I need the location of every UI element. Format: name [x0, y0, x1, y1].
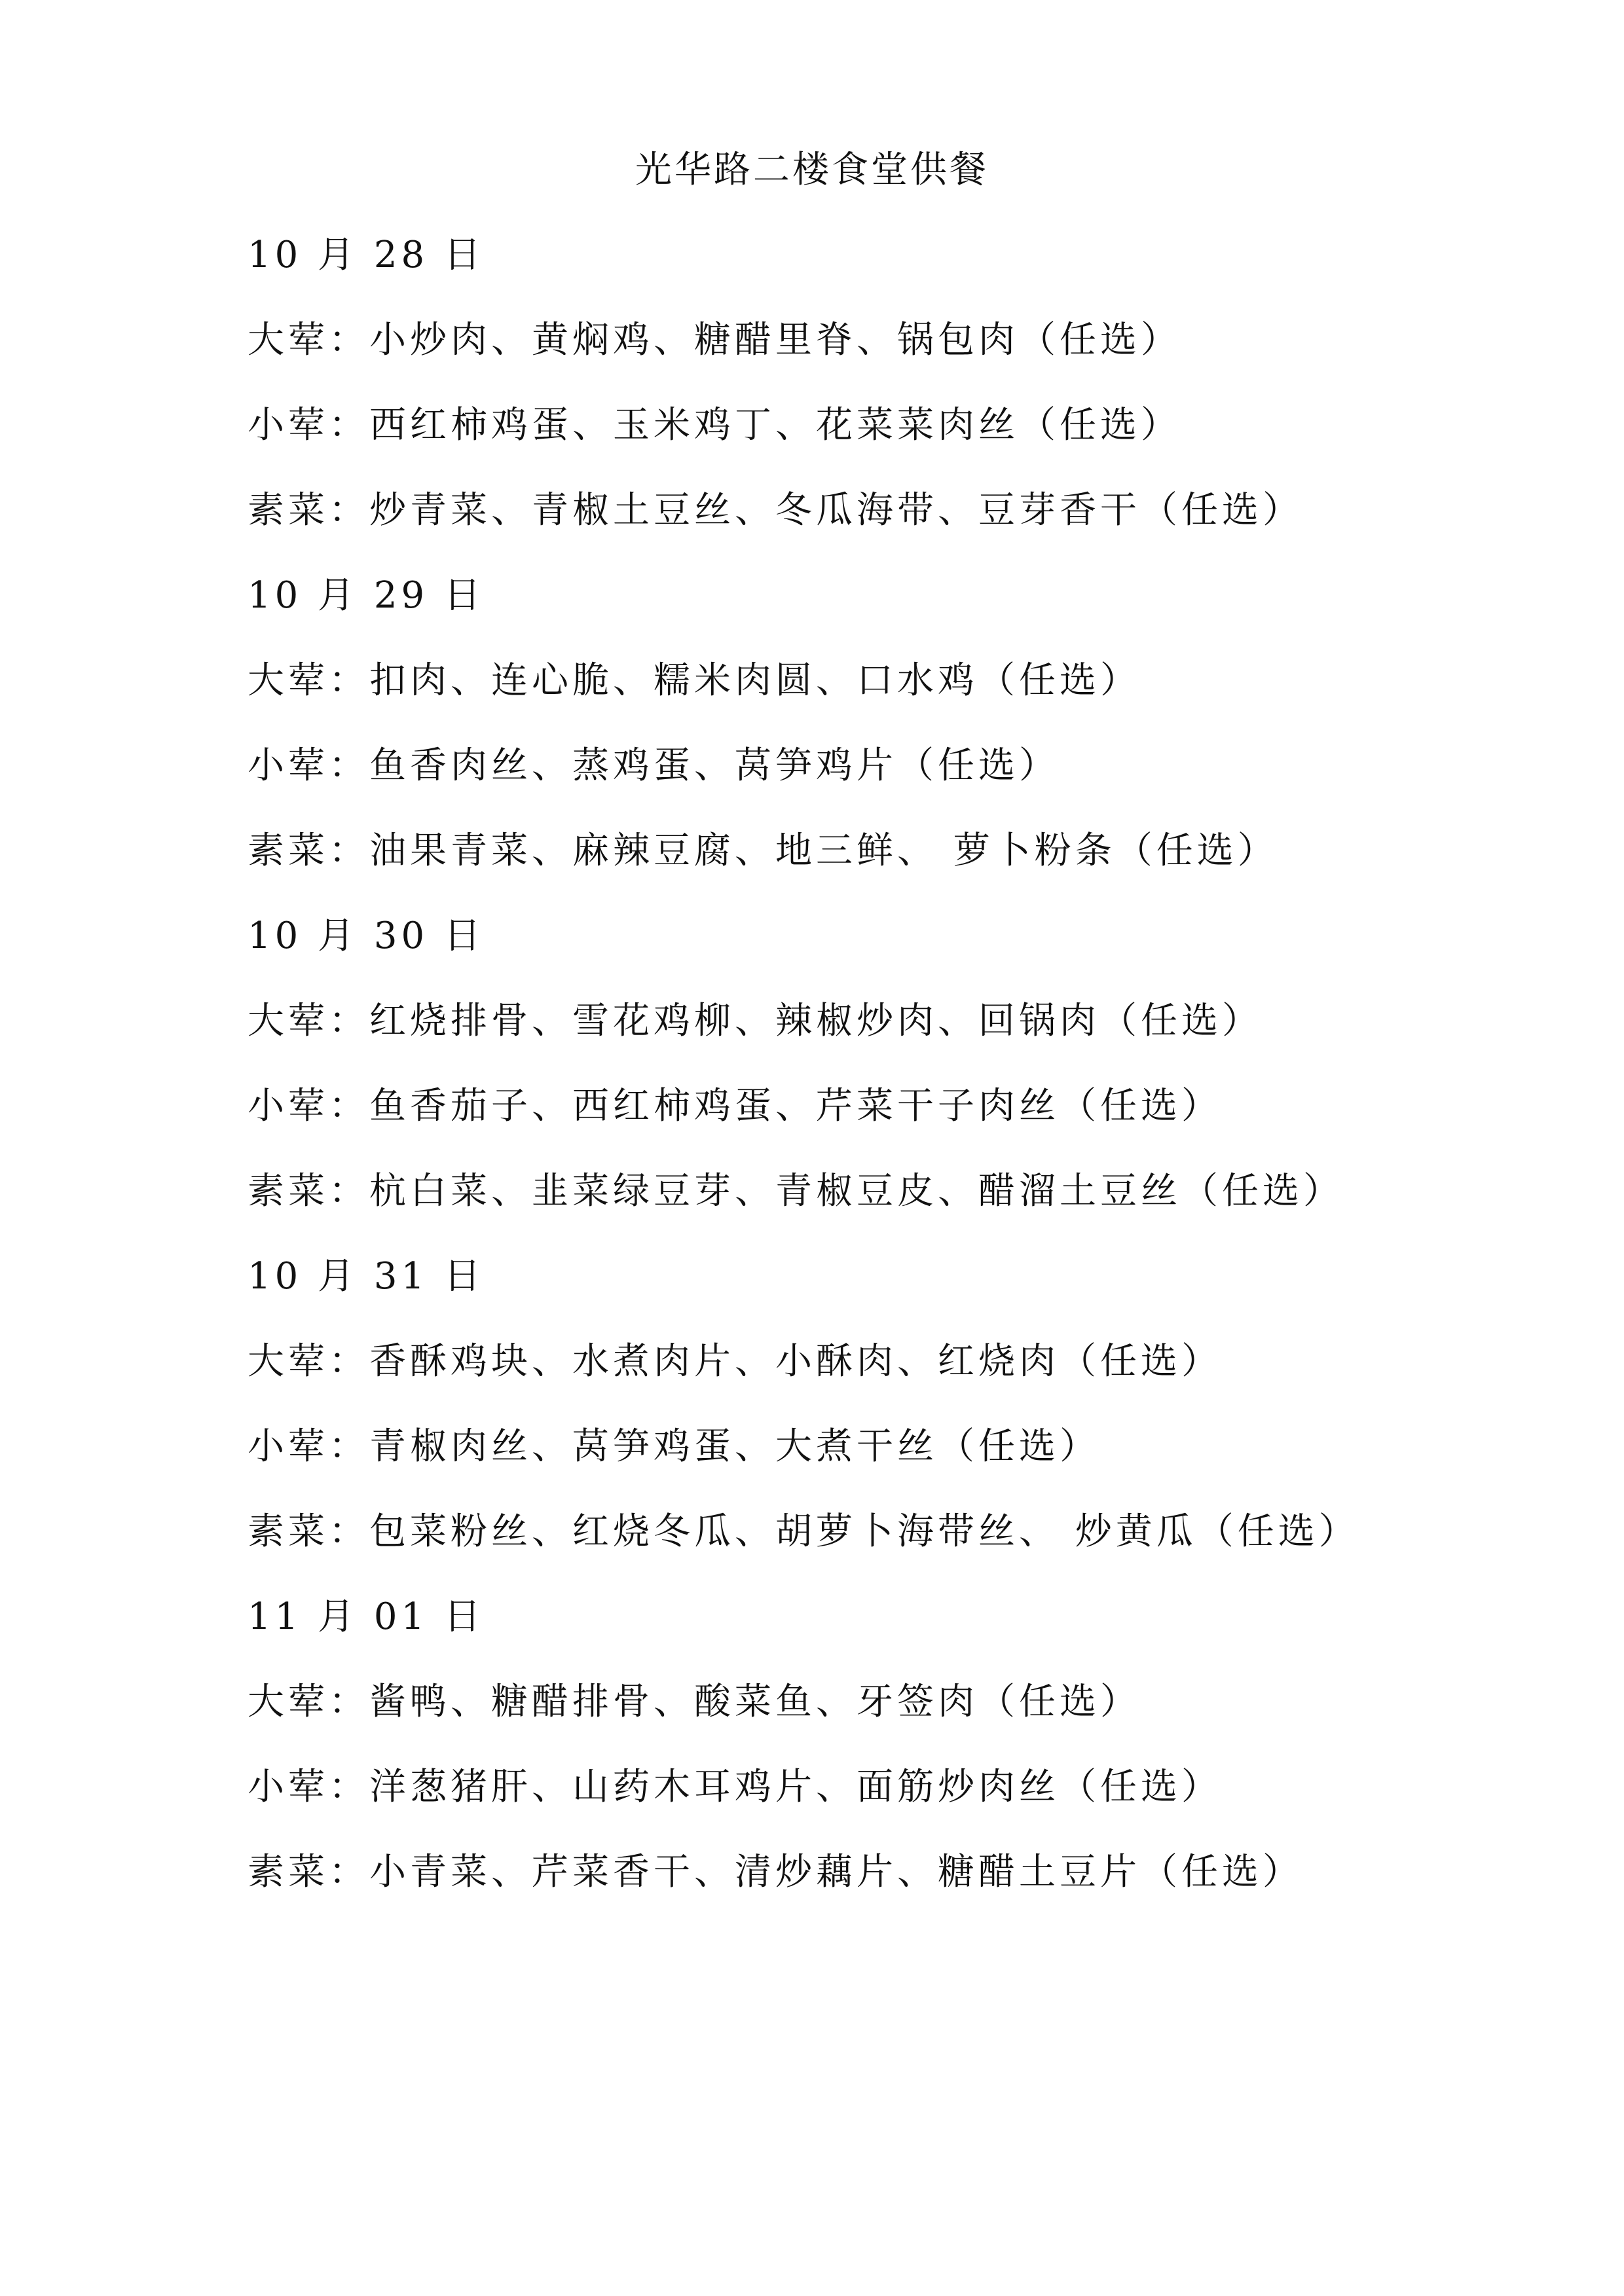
small-meat-line: 小荤：洋葱猪肝、山药木耳鸡片、面筋炒肉丝（任选） [248, 1766, 1222, 1808]
big-meat-line: 大荤：红烧排骨、雪花鸡柳、辣椒炒肉、回锅肉（任选） [248, 1000, 1263, 1042]
big-meat-line: 大荤：小炒肉、黄焖鸡、糖醋里脊、锅包肉（任选） [248, 319, 1181, 361]
small-meat-line: 小荤：青椒肉丝、莴笋鸡蛋、大煮干丝（任选） [248, 1425, 1100, 1468]
vegetable-line: 素菜：杭白菜、韭菜绿豆芽、青椒豆皮、醋溜土豆丝（任选） [248, 1170, 1344, 1212]
day-date: 10 月 28 日 [248, 234, 485, 276]
small-meat-line: 小荤：鱼香肉丝、蒸鸡蛋、莴笋鸡片（任选） [248, 744, 1060, 787]
vegetable-line: 素菜：小青菜、芹菜香干、清炒藕片、糖醋土豆片（任选） [248, 1851, 1303, 1893]
small-meat-line: 小荤：鱼香茄子、西红柿鸡蛋、芹菜干子肉丝（任选） [248, 1085, 1222, 1127]
page-title: 光华路二楼食堂供餐 [635, 149, 989, 191]
big-meat-line: 大荤：香酥鸡块、水煮肉片、小酥肉、红烧肉（任选） [248, 1340, 1222, 1383]
small-meat-line: 小荤：西红柿鸡蛋、玉米鸡丁、花菜菜肉丝（任选） [248, 404, 1181, 446]
vegetable-line: 素菜：炒青菜、青椒土豆丝、冬瓜海带、豆芽香干（任选） [248, 489, 1303, 532]
menu-content [248, 226, 1557, 1928]
day-date: 10 月 30 日 [248, 915, 485, 957]
day-date: 10 月 29 日 [248, 574, 485, 617]
day-date: 10 月 31 日 [248, 1255, 485, 1298]
vegetable-line: 素菜：包菜粉丝、红烧冬瓜、胡萝卜海带丝、 炒黄瓜（任选） [248, 1510, 1359, 1553]
big-meat-line: 大荤：酱鸭、糖醋排骨、酸菜鱼、牙签肉（任选） [248, 1681, 1141, 1723]
vegetable-line: 素菜：油果青菜、麻辣豆腐、地三鲜、 萝卜粉条（任选） [248, 829, 1278, 872]
big-meat-line: 大荤：扣肉、连心脆、糯米肉圆、口水鸡（任选） [248, 659, 1141, 702]
day-date: 11 月 01 日 [248, 1595, 485, 1638]
